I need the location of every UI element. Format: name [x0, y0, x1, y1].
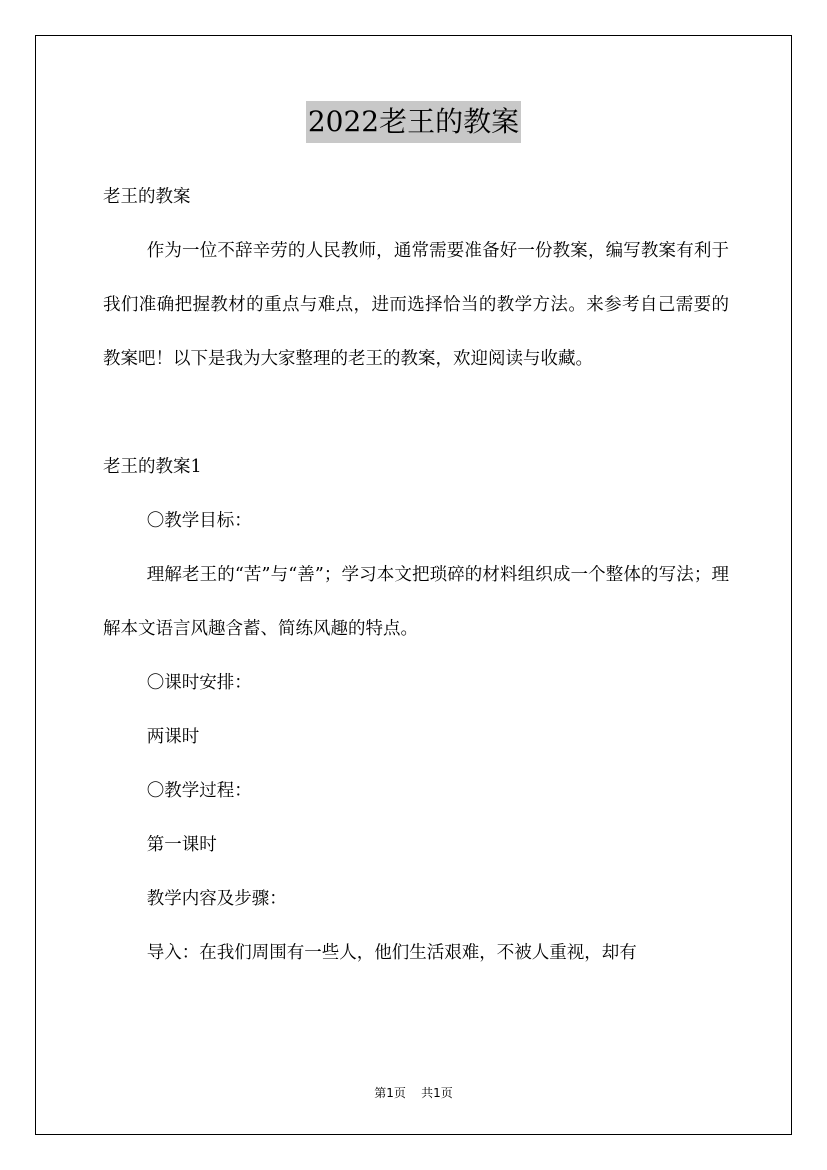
page-footer: [0, 1084, 827, 1101]
paragraph: 教学内容及步骤：: [146, 889, 287, 909]
paragraph: 老王的教案: [103, 187, 191, 207]
document-body: [103, 170, 729, 980]
section-heading: 老王的教案1: [103, 457, 202, 477]
paragraph: 导入：在我们周围有一些人，他们生活艰难，不被人重视，却有: [146, 943, 637, 963]
paragraph: 〇课时安排：: [146, 673, 252, 693]
document-title: 2022老王的教案: [306, 101, 521, 143]
page-total: 共1页: [421, 1086, 453, 1100]
paragraph: 作为一位不辞辛劳的人民教师，通常需要准备好一份教案，编写教案有利于我们准确把握教材的重点与难点，进而选择恰当的教学方法。来参考自己需要的教案吧！以下是我为大家整理的老王的教案，欢迎阅读与收藏。: [103, 241, 729, 369]
paragraph-gap: [103, 386, 729, 440]
paragraph: 〇教学过程：: [146, 781, 252, 801]
paragraph: 第一课时: [146, 835, 217, 855]
paragraph: 理解老王的“苦”与“善”；学习本文把琐碎的材料组织成一个整体的写法；理解本文语言风趣含蓄、简练风趣的特点。: [103, 565, 729, 639]
title-container: [0, 101, 827, 143]
paragraph: 〇教学目标：: [146, 511, 252, 531]
paragraph: 两课时: [146, 727, 200, 747]
page-number: 第1页: [374, 1086, 406, 1100]
